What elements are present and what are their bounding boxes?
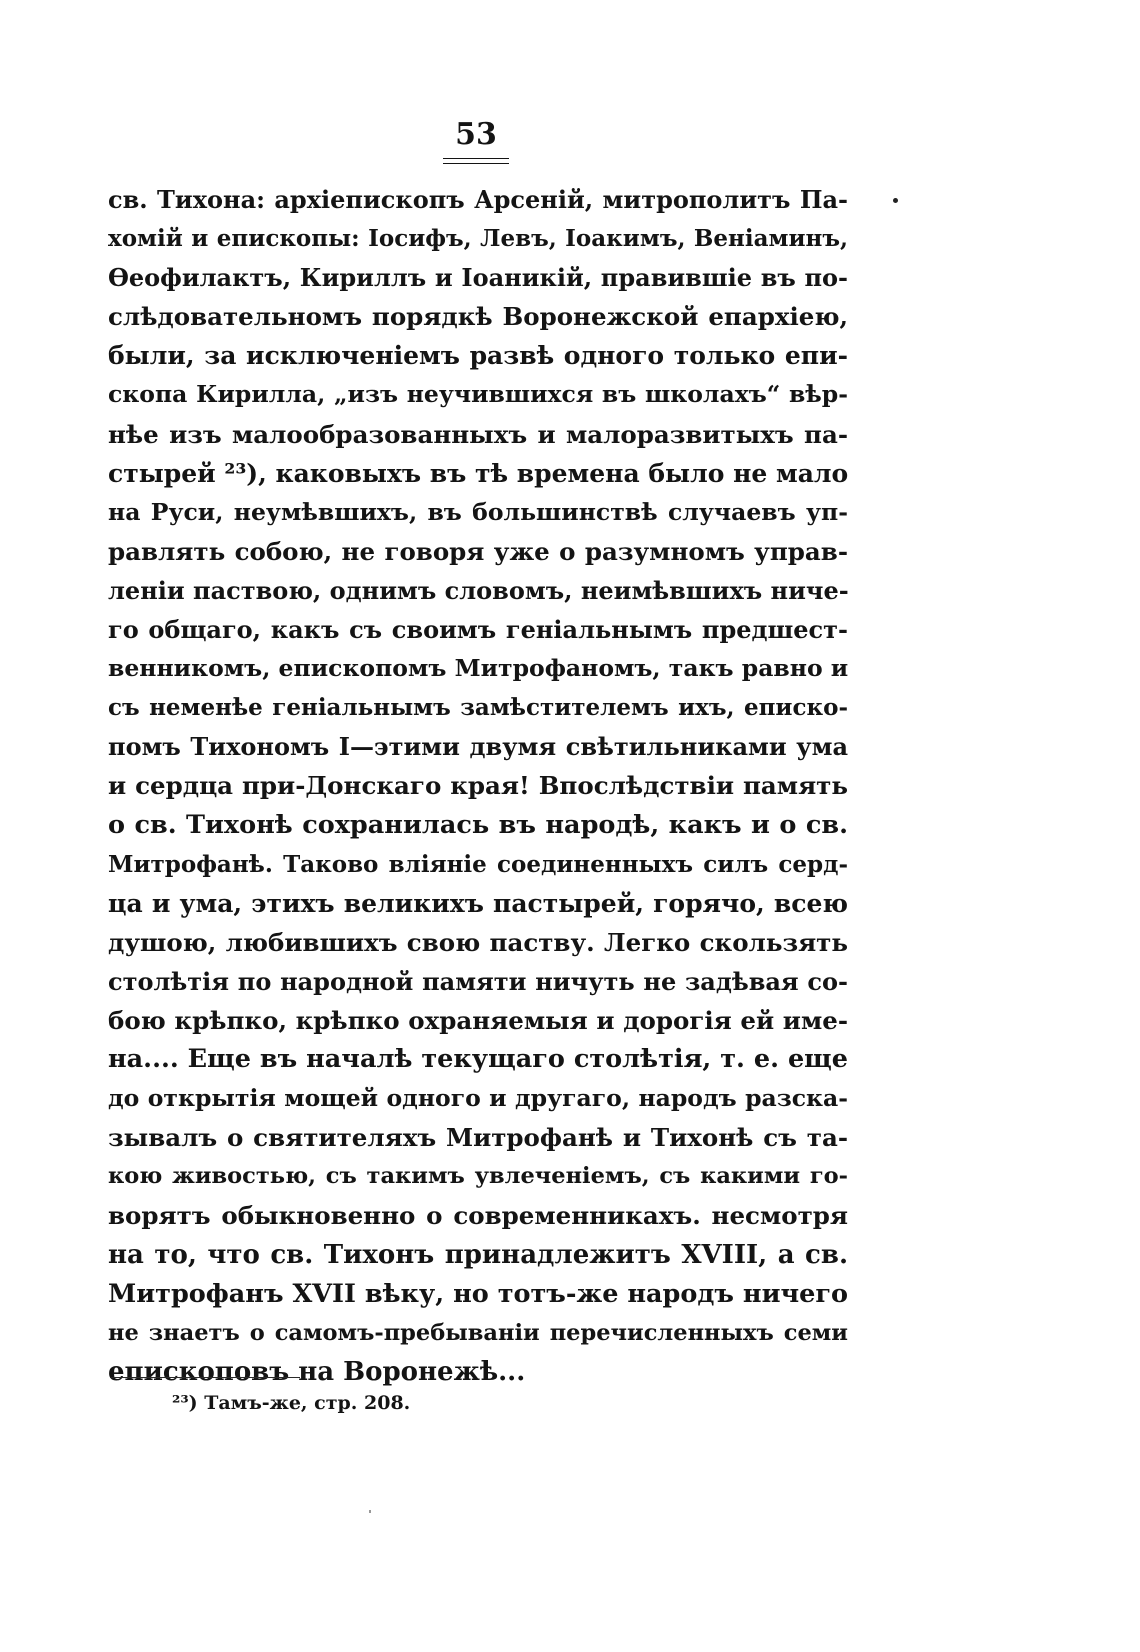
text-line: Өеофилактъ, Кириллъ и Іоаникій, правившіе въ по- [108, 263, 848, 293]
text-line: до открытія мощей одного и другаго, народъ разска- [108, 1084, 848, 1113]
text-line: столѣтія по народной памяти ничуть не задѣвая со- [108, 966, 848, 996]
text-line: на.... Еще въ началѣ текущаго столѣтія, т. е. еще [108, 1044, 848, 1075]
body-text [108, 180, 848, 1392]
text-line: скопа Кирилла, „изъ неучившихся въ школахъ“ вѣр- [108, 380, 848, 409]
footnote: ²³) Тамъ-же, стр. 208. [172, 1392, 411, 1414]
text-line: св. Тихона: архіепископъ Арсеній, митрополитъ Па- [108, 185, 848, 214]
text-line: съ неменѣе геніальнымъ замѣстителемъ ихъ, еписко- [108, 694, 848, 722]
text-line: венникомъ, епископомъ Митрофаномъ, такъ равно и [108, 654, 849, 683]
margin-mark [893, 198, 898, 203]
text-line: слѣдовательномъ порядкѣ Воронежской епархіею, [108, 302, 848, 332]
text-line: кою живостью, съ такимъ увлеченіемъ, съ какими го- [108, 1163, 848, 1190]
text-line: бою крѣпко, крѣпко охраняемыя и дорогія ей име- [108, 1005, 848, 1035]
text-line: были, за исключеніемъ развѣ одного только епи- [108, 341, 848, 371]
text-line: нѣе изъ малообразованныхъ и малоразвитыхъ па- [108, 419, 848, 449]
page-number: 53 [455, 117, 497, 152]
text-line: о св. Тихонѣ сохранилась въ народѣ, какъ и о св. [108, 809, 848, 840]
text-line: помъ Тихономъ I—этими двумя свѣтильниками ума [108, 732, 848, 762]
text-line: Митрофанѣ. Таково вліяніе соединенныхъ силъ серд- [108, 850, 848, 878]
text-line: хомій и епископы: Іосифъ, Левъ, Іоакимъ, Веніаминъ, [108, 225, 848, 253]
text-line: и сердца при-Донскаго края! Впослѣдствіи память [108, 771, 848, 801]
text-line: го общаго, какъ съ своимъ геніальнымъ предшест- [108, 615, 848, 645]
text-line: епископовъ на Воронежѣ... [108, 1356, 526, 1387]
page-number-underline [443, 158, 509, 164]
text-line: ца и ума, этихъ великихъ пастырей, горячо, всею [108, 888, 848, 918]
text-line: на Руси, неумѣвшихъ, въ большинствѣ случаевъ уп- [108, 497, 848, 526]
text-line: равлять собою, не говоря уже о разумномъ управ- [108, 536, 848, 566]
text-line: стырей ²³), каковыхъ въ тѣ времена было не мало [108, 458, 849, 488]
text-line: душою, любившихъ свою паству. Легко скользять [108, 927, 848, 957]
text-line: ворятъ обыкновенно о современникахъ. несмотря [108, 1201, 848, 1231]
text-line: леніи паствою, однимъ словомъ, неимѣвшихъ ниче- [108, 575, 849, 605]
text-line: Митрофанъ XVII вѣку, но тотъ-же народъ ничего [108, 1278, 848, 1309]
text-line: не знаетъ о самомъ-пребываніи перечисленныхъ семи [108, 1319, 848, 1346]
paper-speck [369, 1510, 371, 1513]
text-line: зывалъ о святителяхъ Митрофанѣ и Тихонѣ съ та- [108, 1123, 848, 1153]
text-line: на то, что св. Тихонъ принадлежитъ XVIII, а св. [108, 1239, 848, 1270]
footnote-separator [110, 1377, 300, 1378]
